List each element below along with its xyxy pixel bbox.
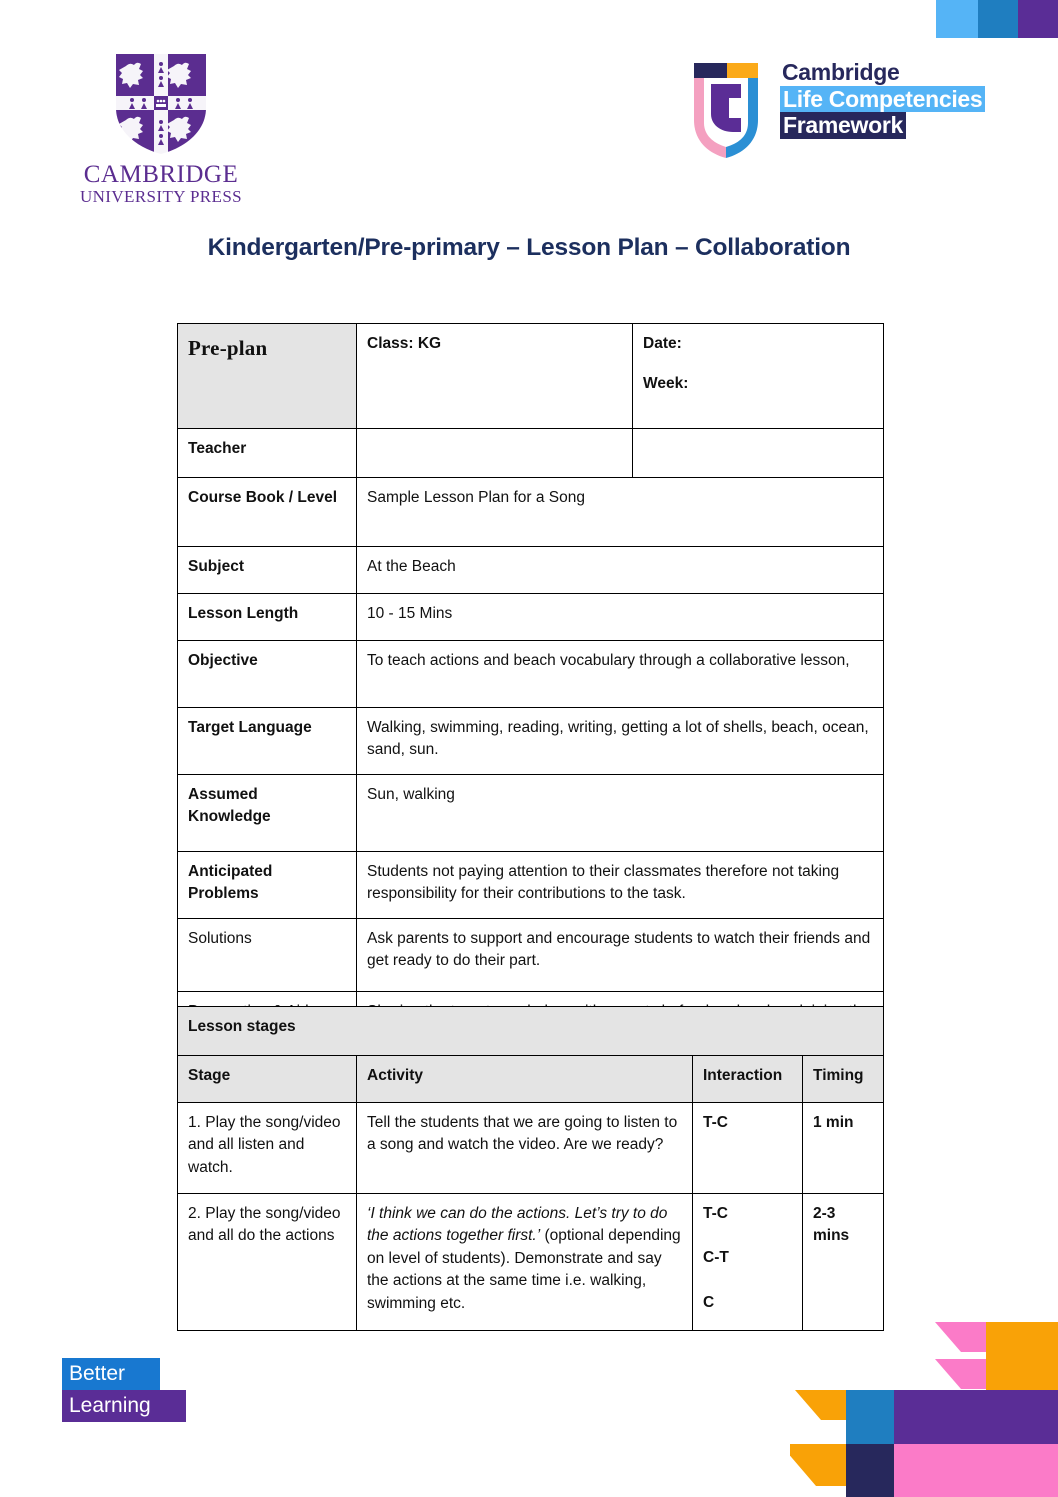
lesson-stages-table <box>177 1006 884 1331</box>
deco-orange-triangle-2 <box>790 1444 846 1486</box>
stage-cell-2: 2. Play the song/video and all do the actions <box>178 1194 357 1331</box>
table-row <box>178 641 884 708</box>
color-bar-purple <box>1018 0 1058 38</box>
interaction-item-1: T-C <box>703 1205 728 1222</box>
preplan-value-subject[interactable]: At the Beach <box>357 547 884 594</box>
deco-navy-square <box>846 1444 894 1497</box>
interaction-item-3: C <box>703 1293 715 1311</box>
lesson-stages-section-title: Lesson stages <box>178 1007 884 1056</box>
table-row <box>178 852 884 919</box>
preplan-label-course-book: Course Book / Level <box>178 478 357 547</box>
preplan-value-teacher[interactable] <box>357 429 633 478</box>
preplan-value-objective[interactable]: To teach actions and beach vocabulary through a collaborative lesson, <box>357 641 884 708</box>
table-row <box>178 429 884 478</box>
preplan-week-label: Week: <box>643 375 689 393</box>
preplan-value-teacher-extra[interactable] <box>633 429 884 478</box>
color-bar-light-blue <box>936 0 978 38</box>
stage-cell-1: 1. Play the song/video and all listen and watch. <box>178 1103 357 1194</box>
deco-pink-triangle-1 <box>935 1322 986 1352</box>
preplan-value-course-book[interactable]: Sample Lesson Plan for a Song <box>357 478 884 547</box>
deco-blue-square <box>846 1390 894 1444</box>
color-bar-mid-blue <box>978 0 1018 38</box>
preplan-label-subject: Subject <box>178 547 357 594</box>
preplan-value-assumed-knowledge[interactable]: Sun, walking <box>357 775 884 852</box>
cambridge-university-press-logo <box>77 52 245 206</box>
preplan-label-teacher: Teacher <box>178 429 357 478</box>
clcf-line-cambridge: Cambridge <box>782 59 900 85</box>
column-header-stage: Stage <box>178 1056 357 1103</box>
cup-wordmark <box>77 162 245 206</box>
preplan-value-anticipated-problems[interactable]: Students not paying attention to their classmates therefore not taking responsibility for their contributions to the task. <box>357 852 884 919</box>
interaction-cell-1: T-C <box>693 1103 803 1194</box>
page-title: Kindergarten/Pre-primary – Lesson Plan – Collaboration <box>207 234 851 261</box>
table-row <box>178 1103 884 1194</box>
activity-italic-2: ‘I think we can do the actions. Let’s try to do the actions together first.’ <box>367 1205 668 1245</box>
clcf-line-life-competencies: Life Competencies <box>780 86 985 113</box>
table-row <box>178 1194 884 1331</box>
preplan-label-solutions: Solutions <box>178 919 357 992</box>
table-row <box>178 775 884 852</box>
deco-purple-band <box>894 1390 1058 1444</box>
deco-orange-triangle-1 <box>795 1390 846 1420</box>
activity-cell-2 <box>357 1194 693 1331</box>
cup-wordmark-line2: UNIVERSITY PRESS <box>79 187 243 207</box>
better-learning-learning: Learning <box>62 1390 186 1422</box>
timing-cell-2: 2-3 mins <box>803 1194 884 1331</box>
column-header-timing: Timing <box>803 1056 884 1103</box>
activity-cell-1 <box>357 1103 693 1194</box>
interaction-item-2: C-T <box>703 1249 729 1267</box>
better-learning-logo <box>62 1358 192 1422</box>
clcf-line-framework: Framework <box>780 112 906 139</box>
top-right-color-bars <box>936 0 1058 38</box>
better-learning-better: Better <box>62 1358 160 1390</box>
clcf-wordmark <box>780 59 1005 139</box>
deco-pink-triangle-2 <box>935 1359 986 1389</box>
column-header-interaction: Interaction <box>693 1056 803 1103</box>
preplan-heading: Pre-plan <box>178 324 357 429</box>
table-header-row <box>178 1056 884 1103</box>
cambridge-shield-icon <box>114 52 208 156</box>
table-row <box>178 478 884 547</box>
preplan-value-lesson-length[interactable]: 10 - 15 Mins <box>357 594 884 641</box>
activity-plain-1: Tell the students that we are going to listen to a song and watch the video. Are we ready? <box>367 1114 678 1154</box>
preplan-value-target-language[interactable]: Walking, swimming, reading, writing, getting a lot of shells, beach, ocean, sand, sun. <box>357 708 884 775</box>
bottom-right-decoration <box>790 1314 1058 1497</box>
preplan-date-week-cell <box>633 324 884 429</box>
table-row <box>178 324 884 429</box>
table-row <box>178 708 884 775</box>
activity-plain-2: (optional depending on level of students). Demonstrate and say the actions at the same time i.e. walking, swimming etc. <box>367 1227 681 1312</box>
pre-plan-table <box>177 323 884 1065</box>
cup-wordmark-line1: CAMBRIDGE <box>83 161 239 188</box>
table-row <box>178 594 884 641</box>
timing-cell-1: 1 min <box>803 1103 884 1194</box>
preplan-label-objective: Objective <box>178 641 357 708</box>
preplan-label-target-language: Target Language <box>178 708 357 775</box>
table-row <box>178 1007 884 1056</box>
preplan-value-solutions[interactable]: Ask parents to support and encourage students to watch their friends and get ready to do their part. <box>357 919 884 992</box>
preplan-label-lesson-length: Lesson Length <box>178 594 357 641</box>
table-row <box>178 919 884 992</box>
preplan-label-assumed-knowledge: Assumed Knowledge <box>178 775 357 852</box>
deco-orange-block-top <box>986 1322 1058 1390</box>
preplan-class-cell: Class: KG <box>357 324 633 429</box>
deco-pink-band <box>894 1444 1058 1497</box>
column-header-activity: Activity <box>357 1056 693 1103</box>
preplan-date-label: Date: <box>643 335 682 352</box>
cambridge-life-competencies-framework-logo <box>685 55 1005 165</box>
preplan-label-anticipated-problems: Anticipated Problems <box>178 852 357 919</box>
clcf-shield-icon <box>685 58 767 158</box>
interaction-cell-2 <box>693 1194 803 1331</box>
table-row <box>178 547 884 594</box>
